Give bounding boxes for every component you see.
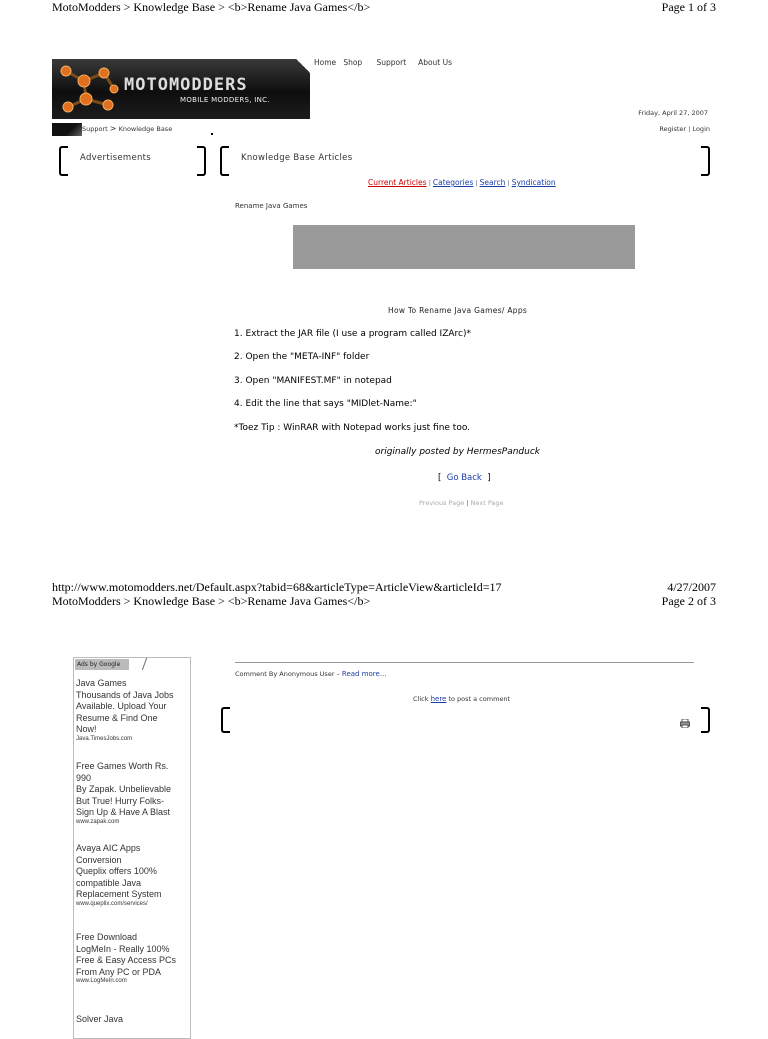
ads-label-slash: [132, 658, 147, 670]
ad-line: Now!: [76, 724, 97, 734]
top-nav: [314, 58, 452, 67]
kb-panel-title: Knowledge Base Articles: [241, 153, 353, 163]
ad-line: Queplix offers 100%: [76, 866, 157, 876]
ad-line: Available. Upload Your: [76, 701, 167, 711]
breadcrumb-support-link[interactable]: Support: [82, 125, 108, 133]
comments-right-bracket: [701, 707, 710, 733]
breadcrumb-separator: >: [109, 124, 117, 133]
logo-wordmark: MOTOMODDERS: [124, 75, 248, 95]
ad-line: Sign Up & Have A Blast: [76, 807, 171, 817]
previous-page-link[interactable]: Previous Page: [419, 499, 465, 507]
current-articles-link[interactable]: Current Articles: [368, 178, 427, 187]
ad-url: www.zapak.com: [76, 818, 120, 825]
ad-line: Conversion: [76, 854, 122, 865]
current-date: Friday, April 27, 2007: [638, 109, 708, 117]
ad-item[interactable]: [76, 761, 188, 825]
print-footer-url: http://www.motomodders.net/Default.aspx?tabid=68&articleType=ArticleView&articleId=17: [52, 580, 502, 594]
logo-corner: [296, 59, 310, 73]
molecule-logo-icon: [54, 59, 124, 119]
click-label: Click: [413, 695, 429, 703]
kb-panel-left-bracket: [220, 146, 229, 176]
ad-line: From Any PC or PDA: [76, 966, 162, 977]
divider-dot: [211, 133, 213, 135]
bracket-open: [: [438, 473, 442, 483]
next-page-link[interactable]: Next Page: [470, 499, 504, 507]
ads-panel-title: Advertisements: [80, 153, 152, 163]
comments-left-bracket: [221, 707, 230, 733]
ad-item[interactable]: [76, 843, 188, 907]
ad-line: compatible Java: [76, 877, 142, 888]
kb-nav-links: Current Articles | Categories | Search | Syndication: [368, 178, 556, 187]
site-logo[interactable]: [52, 59, 310, 119]
step-2: 2. Open the "META-INF" folder: [234, 352, 370, 362]
kb-panel-right-bracket: [701, 146, 710, 176]
search-link[interactable]: Search: [479, 178, 506, 187]
ad-line: Solver Java: [76, 1014, 124, 1024]
ad-url: www.LogMeIn.com: [76, 978, 127, 984]
article-heading: How To Rename Java Games/ Apps: [388, 306, 528, 315]
google-ads-box: [73, 657, 191, 1039]
printer-icon[interactable]: [680, 713, 690, 721]
ad-line: Free Download: [76, 932, 138, 942]
breadcrumb: [82, 124, 172, 133]
login-link[interactable]: Login: [692, 125, 710, 133]
categories-link[interactable]: Categories: [432, 178, 474, 187]
post-comment-label: to post a comment: [448, 695, 511, 703]
bracket-close: ]: [487, 473, 491, 483]
comment-author: Comment By Anonymous User –: [235, 670, 340, 678]
print-header-page-number-2: Page 2 of 3: [661, 594, 716, 608]
article-title: Rename Java Games: [235, 202, 308, 210]
ads-by-google-label[interactable]: Ads by Google: [75, 659, 129, 670]
ad-line: 990: [76, 772, 92, 783]
ad-line: But True! Hurry Folks-: [76, 795, 165, 806]
ad-line: By Zapak. Unbelievable: [76, 784, 172, 794]
nav-home-link[interactable]: Home: [314, 58, 337, 67]
breadcrumb-tab-graphic: [52, 123, 82, 136]
post-comment-line: [413, 695, 510, 703]
print-footer-date: 4/27/2007: [667, 580, 716, 594]
account-links: Register | Login: [659, 125, 710, 133]
nav-shop-link[interactable]: Shop: [343, 58, 363, 67]
posted-by: originally posted by HermesPanduck: [375, 447, 540, 457]
ad-line: Avaya AIC Apps: [76, 843, 141, 853]
nav-about-link[interactable]: About Us: [418, 58, 453, 67]
step-4: 4. Edit the line that says "MIDlet-Name:": [234, 399, 417, 409]
print-header-page-number: Page 1 of 3: [661, 0, 716, 14]
ad-line: Replacement System: [76, 889, 162, 899]
ad-line: Java Games: [76, 678, 127, 688]
ad-url: Java.TimesJobs.com: [76, 735, 133, 742]
ads-panel-left-bracket: [59, 146, 68, 176]
ad-line: Thousands of Java Jobs: [76, 689, 174, 700]
breadcrumb-knowledge-base-link[interactable]: Knowledge Base: [118, 125, 173, 133]
ad-line: Free Games Worth Rs.: [76, 761, 169, 771]
ad-item[interactable]: [76, 678, 188, 742]
ad-url: www.queplix.com/services/: [76, 900, 148, 907]
nav-support-link[interactable]: Support: [376, 58, 407, 67]
ad-item[interactable]: [76, 932, 188, 984]
logo-subtitle: MOBILE MODDERS, INC.: [180, 96, 270, 104]
read-more-link[interactable]: Read more...: [341, 670, 387, 678]
syndication-link[interactable]: Syndication: [511, 178, 556, 187]
ad-line: Free & Easy Access PCs: [76, 955, 177, 965]
go-back-link[interactable]: Go Back: [446, 473, 482, 483]
comments-divider: [235, 662, 694, 663]
here-link[interactable]: here: [430, 695, 447, 703]
ad-banner-placeholder[interactable]: [293, 225, 635, 269]
pager: Previous Page | Next Page: [419, 499, 504, 507]
tip-note: *Toez Tip : WinRAR with Notepad works just fine too.: [234, 423, 471, 433]
step-1: 1. Extract the JAR file (I use a program called IZArc)*: [234, 329, 471, 339]
print-header-left: MotoModders > Knowledge Base > <b>Rename Java Games</b>: [52, 0, 371, 14]
ads-panel-right-bracket: [197, 146, 206, 176]
comment-line: [235, 670, 387, 678]
register-link[interactable]: Register: [659, 125, 687, 133]
print-header-left-2: MotoModders > Knowledge Base > <b>Rename Java Games</b>: [52, 594, 371, 608]
ad-line: Resume & Find One: [76, 712, 158, 723]
ad-line: LogMeIn - Really 100%: [76, 943, 170, 954]
go-back-container: [438, 473, 491, 483]
step-3: 3. Open "MANIFEST.MF" in notepad: [234, 376, 392, 386]
